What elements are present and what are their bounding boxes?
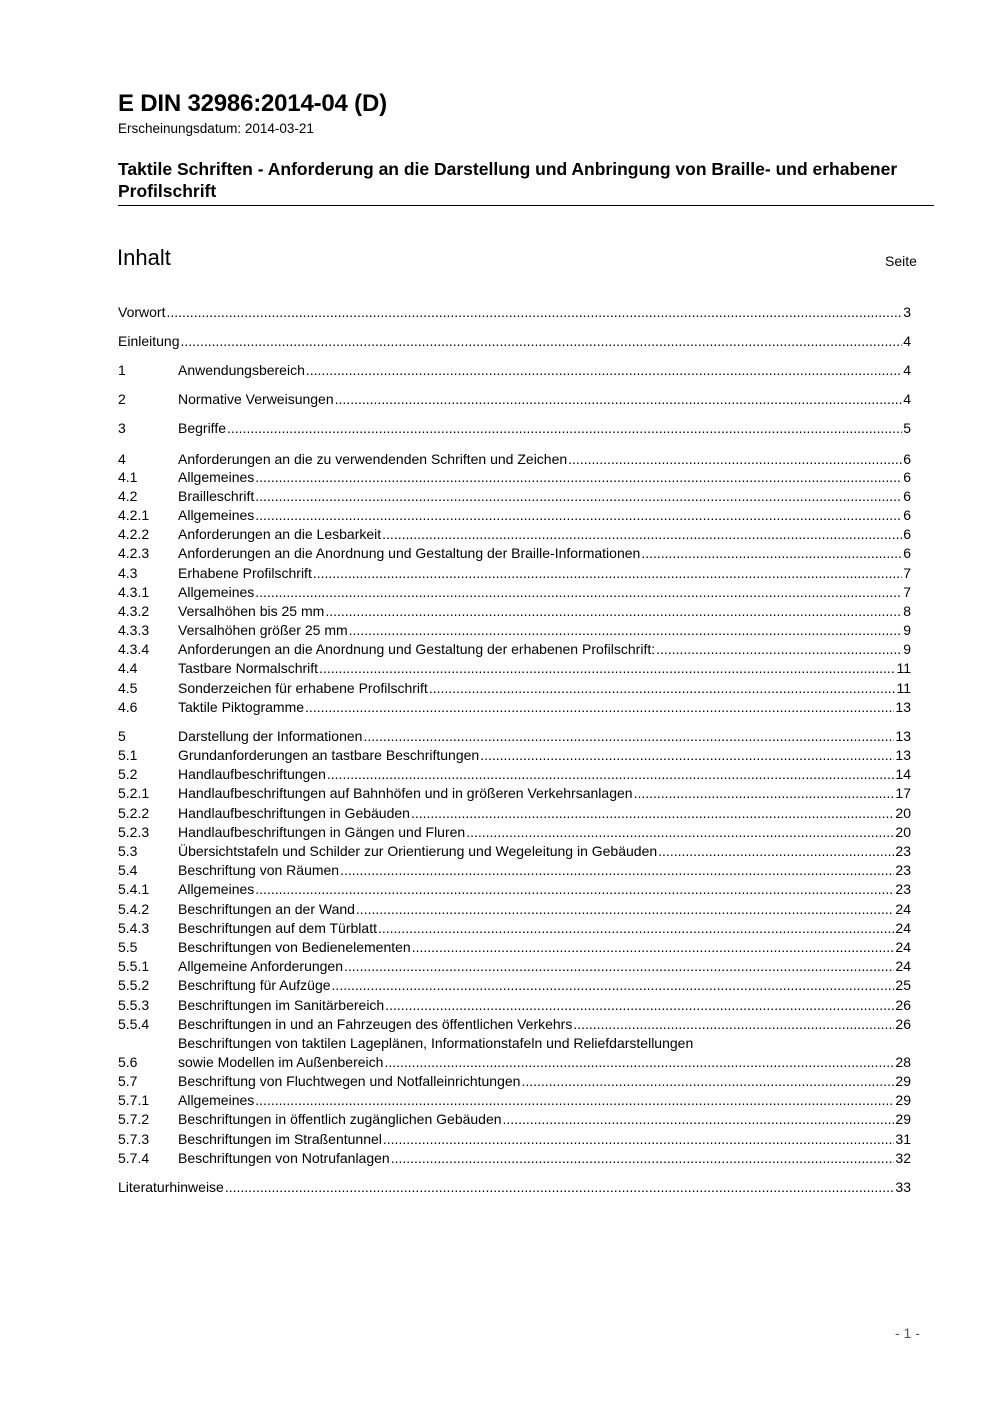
dot-leader	[480, 746, 894, 765]
toc-entry-page: 31	[895, 1131, 911, 1147]
toc-entry-label: Beschriftungen in öffentlich zugänglichen Gebäuden	[178, 1111, 502, 1127]
dot-leader	[383, 1130, 895, 1149]
dot-leader	[340, 861, 894, 880]
toc-entry[interactable]	[118, 332, 911, 351]
toc-entry-label: Allgemeines	[178, 469, 255, 485]
toc-entry-number: 5.2	[118, 766, 138, 782]
toc-entry[interactable]	[118, 659, 911, 678]
dot-leader	[503, 1110, 895, 1129]
toc-entry-page: 6	[903, 526, 911, 542]
toc-entry-number: 4.2	[118, 488, 138, 504]
toc-entry-page: 20	[895, 805, 911, 821]
dot-leader	[385, 996, 894, 1015]
toc-entry-label: Beschriftungen auf dem Türblatt	[178, 920, 377, 936]
toc-entry-number: 2	[118, 391, 126, 407]
dot-leader	[391, 1149, 895, 1168]
toc-entry-label: Übersichtstafeln und Schilder zur Orientierung und Wegeleitung in Gebäuden	[178, 843, 658, 859]
dot-leader	[573, 1015, 894, 1034]
title-divider	[118, 205, 934, 206]
dot-leader	[227, 419, 902, 438]
toc-entry-page: 13	[895, 747, 911, 763]
toc-entry[interactable]	[118, 583, 911, 602]
toc-entry-page: 6	[903, 507, 911, 523]
toc-entry-number: 3	[118, 420, 126, 436]
toc-entry-label: Versalhöhen größer 25 mm	[178, 622, 348, 638]
toc-entry[interactable]	[118, 784, 911, 803]
toc-entry-number: 4.3	[118, 565, 138, 581]
toc-entry-label: Beschriftung für Aufzüge	[178, 977, 331, 993]
dot-leader	[255, 1091, 894, 1110]
toc-entry[interactable]	[118, 487, 911, 506]
toc-entry-label: Anforderungen an die Anordnung und Gestaltung der Braille-Informationen	[178, 545, 641, 561]
document-title: Taktile Schriften - Anforderung an die Darstellung und Anbringung von Braille- und erhabener Profilschrift	[118, 159, 898, 201]
toc-entry[interactable]	[118, 1072, 911, 1091]
toc-entry-page: 9	[903, 641, 911, 657]
dot-leader	[411, 804, 894, 823]
toc-entry-label: Literaturhinweise	[118, 1179, 224, 1195]
toc-entry-label: Erhabene Profilschrift	[178, 565, 312, 581]
toc-entry-page: 7	[903, 584, 911, 600]
toc-entry-number: 4.3.1	[118, 584, 150, 600]
toc-entry-number: 5.5.3	[118, 997, 150, 1013]
toc-entry-number: 5.7	[118, 1073, 138, 1089]
toc-entry-number: 4.3.2	[118, 603, 150, 619]
dot-leader	[641, 544, 902, 563]
toc-entry-page: 23	[895, 843, 911, 859]
toc-entry[interactable]	[118, 900, 911, 919]
toc-entry-page: 6	[903, 469, 911, 485]
dot-leader	[466, 823, 894, 842]
toc-entry-label: Beschriftung von Fluchtwegen und Notfalleinrichtungen	[178, 1073, 521, 1089]
toc-entry-number: 5.5.1	[118, 958, 150, 974]
toc-entry[interactable]	[118, 1130, 911, 1149]
toc-entry-number: 4.5	[118, 680, 138, 696]
dot-leader	[327, 765, 895, 784]
toc-entry[interactable]	[118, 506, 911, 525]
toc-entry-number: 1	[118, 362, 126, 378]
toc-entry[interactable]	[118, 727, 911, 746]
toc-entry-page: 24	[895, 920, 911, 936]
dot-leader	[335, 390, 903, 409]
toc-entry-page: 7	[903, 565, 911, 581]
toc-entry[interactable]	[118, 957, 911, 976]
toc-entry-page: 11	[896, 680, 911, 696]
toc-entry-label: Tastbare Normalschrift	[178, 660, 319, 676]
toc-entry-label: Beschriftungen an der Wand	[178, 901, 355, 917]
toc-entry-number: 5.6	[118, 1054, 138, 1070]
toc-entry[interactable]	[118, 1178, 911, 1197]
toc-entry[interactable]	[118, 419, 911, 438]
toc-entry-number: 5.7.4	[118, 1150, 150, 1166]
toc-entry-number: 5.4.1	[118, 881, 150, 897]
toc-entry-page: 24	[895, 901, 911, 917]
toc-entry-page: 14	[895, 766, 911, 782]
dot-leader	[363, 727, 894, 746]
dot-leader	[255, 880, 894, 899]
toc-entry-number: 5.4.2	[118, 901, 150, 917]
toc-entry-label: Anforderungen an die Lesbarkeit	[178, 526, 382, 542]
toc-entry[interactable]	[118, 765, 911, 784]
toc-entry-number: 5.2.2	[118, 805, 150, 821]
toc-entry-label: Normative Verweisungen	[178, 391, 334, 407]
dot-leader	[378, 919, 894, 938]
toc-entry[interactable]	[118, 996, 911, 1015]
toc-entry-page: 28	[895, 1054, 911, 1070]
toc-entry-number: 4.1	[118, 469, 138, 485]
toc-entry-page: 26	[895, 997, 911, 1013]
toc-entry-page: 4	[903, 333, 911, 349]
toc-entry-label: Anforderungen an die zu verwendenden Schriften und Zeichen	[178, 451, 568, 467]
toc-entry[interactable]	[118, 880, 911, 899]
dot-leader	[181, 332, 903, 351]
toc-entry-page: 11	[896, 660, 911, 676]
toc-entry-label-first-line: Beschriftungen von taktilen Lageplänen, Informationstafeln und Reliefdarstellungen	[178, 1035, 694, 1051]
dot-leader	[656, 640, 902, 659]
toc-entry[interactable]	[118, 468, 911, 487]
toc-entry-page: 33	[895, 1179, 911, 1195]
dot-leader	[319, 659, 895, 678]
toc-entry[interactable]	[118, 842, 911, 861]
toc-entry-number: 5.1	[118, 747, 138, 763]
toc-entry-label: Beschriftungen in und an Fahrzeugen des öffentlichen Verkehrs	[178, 1016, 573, 1032]
toc-entry-label: Anwendungsbereich	[178, 362, 305, 378]
dot-leader	[568, 450, 902, 469]
toc-entry-label: Versalhöhen bis 25 mm	[178, 603, 325, 619]
toc-entry-number: 4	[118, 451, 126, 467]
toc-entry[interactable]	[118, 938, 911, 957]
toc-entry-number: 5.4.3	[118, 920, 150, 936]
toc-entry[interactable]	[118, 804, 911, 823]
toc-entry-number: 5.5.4	[118, 1016, 150, 1032]
dot-leader	[166, 303, 902, 322]
toc-entry[interactable]	[118, 698, 911, 717]
toc-entry[interactable]	[118, 602, 911, 621]
toc-entry-label: Beschriftungen von Bedienelementen	[178, 939, 411, 955]
toc-entry-number: 5.7.2	[118, 1111, 150, 1127]
page-number: - 1 -	[895, 1325, 920, 1341]
toc-entry-page: 23	[895, 862, 911, 878]
dot-leader	[344, 957, 894, 976]
toc-entry-label: Beschriftungen im Straßentunnel	[178, 1131, 382, 1147]
dot-leader	[305, 698, 894, 717]
toc-entry-label: Allgemeines	[178, 881, 255, 897]
dot-leader	[429, 679, 896, 698]
toc-entry[interactable]	[118, 544, 911, 563]
toc-entry-page: 13	[895, 728, 911, 744]
toc-entry-number: 5	[118, 728, 126, 744]
toc-entry-label: Beschriftungen von Notrufanlagen	[178, 1150, 390, 1166]
toc-entry-number: 4.3.3	[118, 622, 150, 638]
toc-entry-label: Allgemeines	[178, 584, 255, 600]
dot-leader	[521, 1072, 894, 1091]
toc-entry-label: Brailleschrift	[178, 488, 255, 504]
toc-entry-number: 5.2.3	[118, 824, 150, 840]
toc-entry-number: 4.2.3	[118, 545, 150, 561]
toc-entry-label: Allgemeine Anforderungen	[178, 958, 344, 974]
dot-leader	[255, 583, 902, 602]
toc-entry[interactable]	[118, 621, 911, 640]
toc-entry-page: 24	[895, 958, 911, 974]
toc-entry-number: 4.2.2	[118, 526, 150, 542]
toc-entry-page: 3	[903, 304, 911, 320]
toc-entry[interactable]	[118, 861, 911, 880]
toc-entry-page: 17	[895, 785, 911, 801]
toc-entry-label: Grundanforderungen an tastbare Beschriftungen	[178, 747, 480, 763]
toc-entry[interactable]	[118, 679, 911, 698]
toc-entry-page: 5	[903, 420, 911, 436]
toc-entry-page: 29	[895, 1111, 911, 1127]
toc-entry[interactable]	[118, 1035, 911, 1072]
toc-entry[interactable]	[118, 564, 911, 583]
toc-entry-number: 4.4	[118, 660, 138, 676]
dot-leader	[332, 976, 895, 995]
toc-entry-page: 13	[895, 699, 911, 715]
toc-entry-page: 32	[895, 1150, 911, 1166]
dot-leader	[313, 564, 902, 583]
toc-entry-page: 8	[903, 603, 911, 619]
toc-entry[interactable]	[118, 919, 911, 938]
toc-entry-number: 5.5.2	[118, 977, 150, 993]
toc-entry-page: 29	[895, 1073, 911, 1089]
toc-entry-number: 5.4	[118, 862, 138, 878]
toc-heading: Inhalt	[117, 245, 171, 270]
toc-entry[interactable]	[118, 640, 911, 659]
toc-entry-label: Anforderungen an die Anordnung und Gestaltung der erhabenen Profilschrift:	[178, 641, 656, 657]
toc-entry-page: 25	[895, 977, 911, 993]
toc-entry[interactable]	[118, 1091, 911, 1110]
toc-entry-page: 9	[903, 622, 911, 638]
toc-entry-label: Vorwort	[118, 304, 166, 320]
toc-entry-label: Begriffe	[178, 420, 226, 436]
toc-entry-label: Beschriftung von Räumen	[178, 862, 340, 878]
toc-entry-label: Sonderzeichen für erhabene Profilschrift	[178, 680, 428, 696]
dot-leader	[382, 525, 902, 544]
toc-entry-page: 20	[895, 824, 911, 840]
dot-leader	[225, 1178, 895, 1197]
toc-entry-number: 5.3	[118, 843, 138, 859]
toc-entry-page: 24	[895, 939, 911, 955]
toc-page-column-label: Seite	[885, 253, 917, 269]
document-id: E DIN 32986:2014-04 (D)	[118, 90, 387, 117]
toc-entry-label: Einleitung	[118, 333, 180, 349]
toc-entry-number: 5.5	[118, 939, 138, 955]
toc-entry-label: Handlaufbeschriftungen auf Bahnhöfen und in größeren Verkehrsanlagen	[178, 785, 633, 801]
toc-entry[interactable]	[118, 823, 911, 842]
toc-entry-label: Allgemeines	[178, 507, 255, 523]
toc-entry[interactable]	[118, 303, 911, 322]
toc-entry-number: 5.2.1	[118, 785, 150, 801]
toc-entry[interactable]	[118, 1110, 911, 1129]
dot-leader	[384, 1053, 894, 1072]
toc-entry-number: 4.2.1	[118, 507, 150, 523]
toc-entry-label: Handlaufbeschriftungen in Gängen und Fluren	[178, 824, 466, 840]
toc-entry[interactable]	[118, 361, 911, 380]
toc-entry-label: Handlaufbeschriftungen in Gebäuden	[178, 805, 410, 821]
toc-entry-page: 23	[895, 881, 911, 897]
toc-entry-number: 4.6	[118, 699, 138, 715]
dot-leader	[658, 842, 894, 861]
toc-entry-number: 5.7.1	[118, 1092, 150, 1108]
dot-leader	[349, 621, 903, 640]
toc-entry-page: 29	[895, 1092, 911, 1108]
toc-entry-number: 5.7.3	[118, 1131, 150, 1147]
dot-leader	[412, 938, 895, 957]
toc-entry-label: Taktile Piktogramme	[178, 699, 305, 715]
toc-entry-page: 4	[903, 391, 911, 407]
toc-entry[interactable]	[118, 746, 911, 765]
toc-entry-label: Darstellung der Informationen	[178, 728, 363, 744]
toc-entry[interactable]	[118, 525, 911, 544]
dot-leader	[306, 361, 902, 380]
dot-leader	[255, 468, 902, 487]
toc-entry-label: sowie Modellen im Außenbereich	[178, 1054, 384, 1070]
toc-entry-page: 6	[903, 545, 911, 561]
toc-entry[interactable]	[118, 390, 911, 409]
toc-entry-page: 4	[903, 362, 911, 378]
toc-entry-page: 26	[895, 1016, 911, 1032]
toc-entry[interactable]	[118, 976, 911, 995]
dot-leader	[356, 900, 895, 919]
dot-leader	[634, 784, 895, 803]
dot-leader	[325, 602, 902, 621]
toc-entry-label: Allgemeines	[178, 1092, 255, 1108]
toc-entry-page: 6	[903, 451, 911, 467]
toc-entry-label: Handlaufbeschriftungen	[178, 766, 326, 782]
toc-entry[interactable]	[118, 1149, 911, 1168]
publication-date: Erscheinungsdatum: 2014-03-21	[118, 121, 314, 136]
toc-entry-label: Beschriftungen im Sanitärbereich	[178, 997, 385, 1013]
toc-entry[interactable]	[118, 1015, 911, 1034]
toc-entry-number: 4.3.4	[118, 641, 150, 657]
dot-leader	[255, 487, 902, 506]
toc-entry[interactable]	[118, 450, 911, 469]
dot-leader	[255, 506, 902, 525]
toc-entry-page: 6	[903, 488, 911, 504]
